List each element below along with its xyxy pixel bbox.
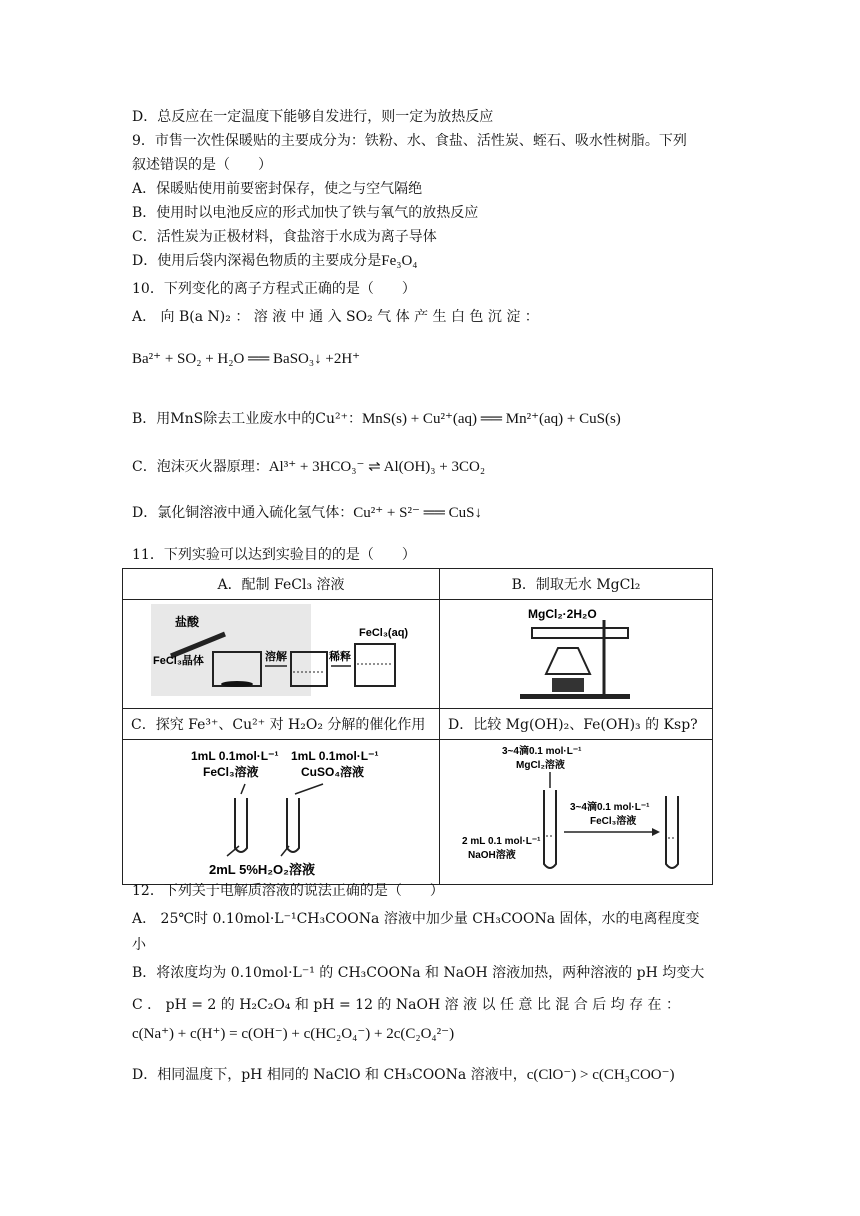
q9-option-d-formula: Fe₃O₄: [381, 253, 418, 269]
q10-option-a-equation: Ba²⁺ + SO₂ + H₂O ══ BaSO₃↓ +2H⁺: [132, 351, 361, 367]
q11-cell-d-title: D．比较 Mg(OH)₂、Fe(OH)₃ 的 Ksp?: [440, 709, 713, 740]
q9-option-b: B．使用时以电池反应的形式加快了铁与氧气的放热反应: [132, 205, 479, 221]
q11-cell-c-title: C．探究 Fe³⁺、Cu²⁺ 对 H₂O₂ 分解的催化作用: [123, 709, 440, 740]
fig-d-base-line1: 2 mL 0.1 mol·L⁻¹: [462, 836, 541, 847]
fig-d-drop2-line1: 3~4滴0.1 mol·L⁻¹: [570, 802, 650, 813]
q12-option-b: B．将浓度均为 0.10mol·L⁻¹ 的 CH₃COONa 和 NaOH 溶液加热，两种溶液的 pH 均变大: [132, 965, 705, 981]
fig-a-acid-label: 盐酸: [175, 615, 200, 629]
fig-a-solid-label: FeCl₃晶体: [153, 655, 204, 667]
q10-stem: 10．下列变化的离子方程式正确的是（ ）: [132, 281, 416, 297]
q11-figure-b: [440, 600, 713, 709]
q11-experiment-table: [122, 568, 713, 885]
q10-option-d-text: D．氯化铜溶液中通入硫化氢气体：: [132, 505, 354, 521]
q11-stem: 11．下列实验可以达到实验目的的是（ ）: [132, 547, 416, 563]
q9-stem-line2: 叙述错误的是（ ）: [132, 157, 272, 173]
q12-stem: 12．下列关于电解质溶液的说法正确的是（ ）: [132, 883, 444, 899]
q10-option-a-line1: A． 向 B(a N)₂ ： 溶 液 中 通 入 SO₂ 气 体 产 生 白 色 沉 淀 ：: [132, 309, 539, 325]
fig-a-step1: 溶解: [265, 651, 287, 663]
fig-d-drop1-line2: MgCl₂溶液: [516, 760, 565, 771]
q10-option-b: [132, 408, 621, 428]
q11-figure-a: [123, 600, 440, 709]
q9-stem-line1: 9．市售一次性保暖贴的主要成分为：铁粉、水、食盐、活性炭、蛭石、吸水性树脂。下列: [132, 133, 687, 149]
q10-option-b-text: B．用MnS除去工业废水中的Cu²⁺：: [132, 411, 362, 427]
q12-option-d-text: D．相同温度下，pH 相同的 NaClO 和 CH₃COONa 溶液中，: [132, 1067, 527, 1083]
q11-cell-a-title: A．配制 FeCl₃ 溶液: [123, 569, 440, 600]
fig-c-reagent2-line2: CuSO₄溶液: [301, 765, 365, 779]
fig-d-drop1-line1: 3~4滴0.1 mol·L⁻¹: [502, 746, 582, 757]
q12-option-c-line1: C ． pH = 2 的 H₂C₂O₄ 和 pH = 12 的 NaOH 溶 液 以 任 意 比 混 合 后 均 存 在 ：: [132, 997, 681, 1013]
q9-option-d: [132, 250, 418, 270]
q12-option-a-line1: A． 25℃时 0.10mol·L⁻¹CH₃COONa 溶液中加少量 CH₃COONa 固体，水的电离程度变: [132, 911, 700, 927]
fig-a-product: FeCl₃(aq): [359, 627, 409, 639]
q9-option-c: C．活性炭为正极材料，食盐溶于水成为离子导体: [132, 229, 437, 245]
q10-option-d-equation: Cu²⁺ + S²⁻ ══ CuS↓: [353, 505, 482, 521]
q12-option-d-equation: c(ClO⁻) > c(CH₃COO⁻): [526, 1067, 675, 1083]
q12-option-d: [132, 1064, 675, 1084]
q11-figure-c: [123, 740, 440, 885]
q12-option-c-equation: c(Na⁺) + c(H⁺) = c(OH⁻) + c(HC₂O₄⁻) + 2c(C₂O₄²⁻): [132, 1026, 455, 1042]
q11-cell-b-title: B．制取无水 MgCl₂: [440, 569, 713, 600]
q10-option-b-equation: MnS(s) + Cu²⁺(aq) ══ Mn²⁺(aq) + CuS(s): [361, 411, 621, 427]
fig-c-reagent1-line2: FeCl₃溶液: [203, 765, 259, 779]
fig-c-reagent1-line1: 1mL 0.1mol·L⁻¹: [191, 749, 279, 763]
q11-figure-d: [440, 740, 713, 885]
q12-option-a-line2: 小: [132, 937, 146, 953]
fig-c-base-label: 2mL 5%H₂O₂溶液: [209, 862, 315, 877]
fig-b-label: MgCl₂·2H₂O: [528, 607, 597, 621]
q8-option-d: D．总反应在一定温度下能够自发进行，则一定为放热反应: [132, 109, 494, 125]
q9-option-a: A．保暖贴使用前要密封保存，使之与空气隔绝: [132, 181, 423, 197]
q9-option-d-text: D．使用后袋内深褐色物质的主要成分是: [132, 253, 382, 269]
fig-c-reagent2-line1: 1mL 0.1mol·L⁻¹: [291, 749, 379, 763]
q10-option-c: [132, 456, 485, 476]
q10-option-d: [132, 502, 482, 522]
fig-d-drop2-line2: FeCl₃溶液: [590, 816, 637, 827]
q10-option-c-text: C．泡沫灭火器原理：: [132, 459, 269, 475]
q10-option-c-equation: Al³⁺ + 3HCO₃⁻ ⇌ Al(OH)₃ + 3CO₂: [268, 459, 486, 475]
fig-d-base-line2: NaOH溶液: [468, 850, 516, 861]
fig-a-step2: 稀释: [329, 651, 351, 663]
